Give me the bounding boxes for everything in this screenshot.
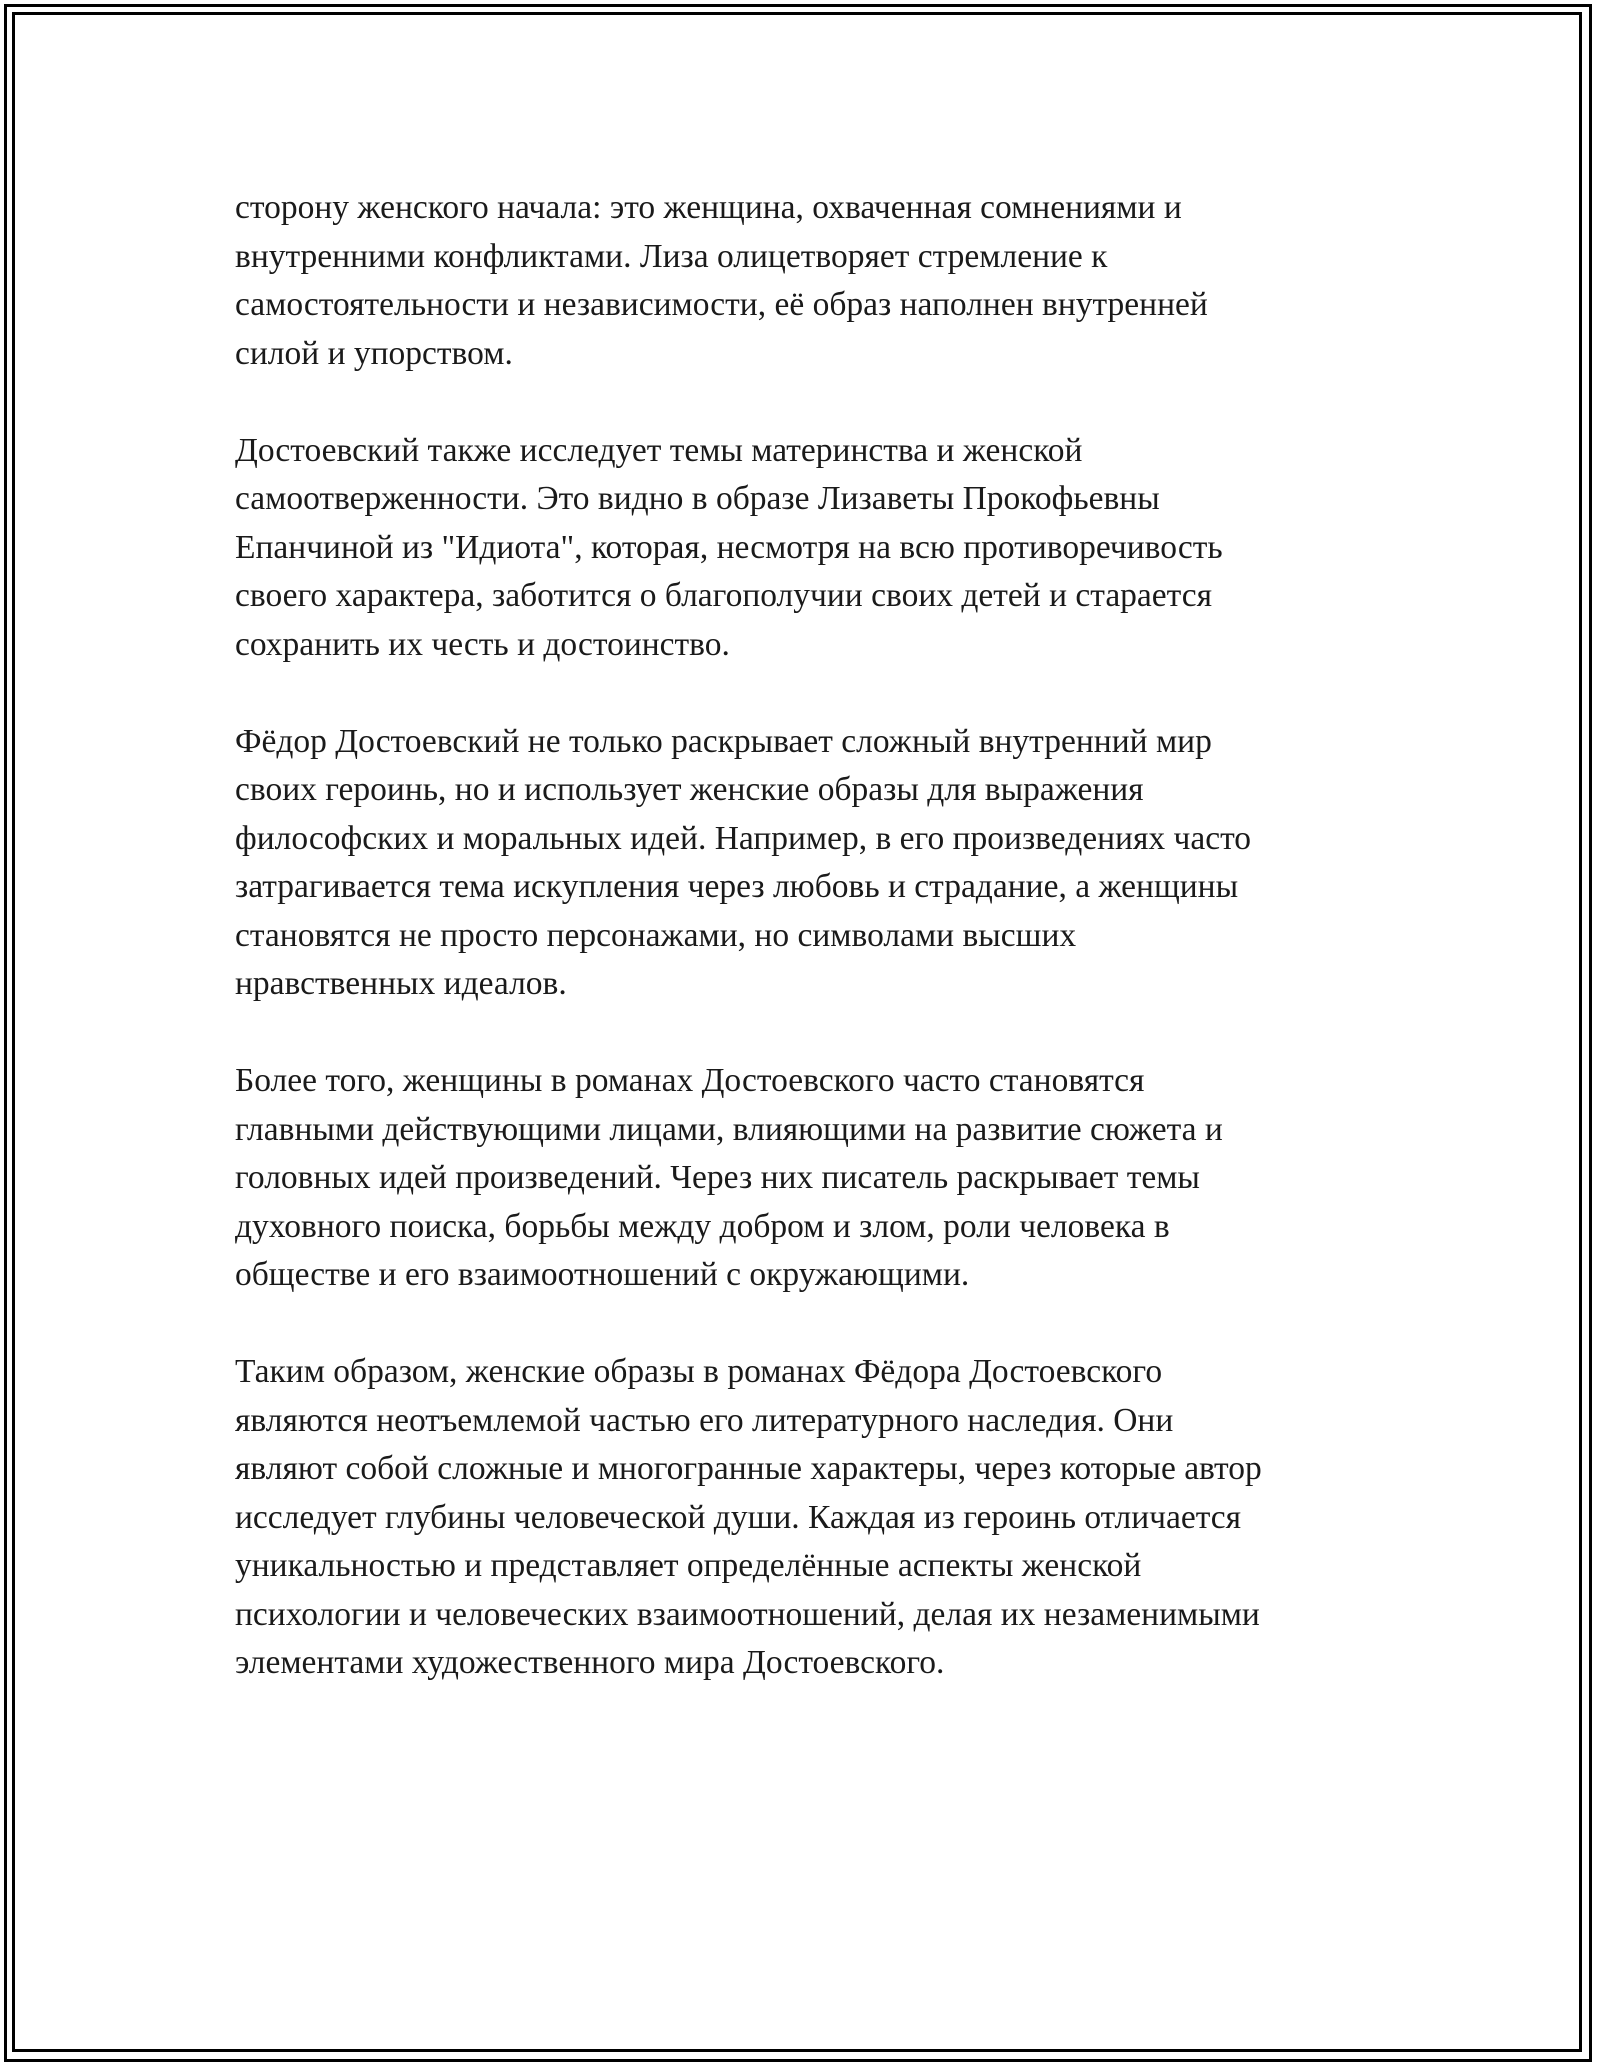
text-line: являются неотъемлемой частью его литературного наследия. Они [235,1401,1174,1439]
text-line: самостоятельности и независимости, её образ наполнен внутренней [235,286,1208,323]
text-line: Фёдор Достоевский не только раскрывает сложный внутренний мир [235,722,1212,760]
paragraph [235,1057,1385,1300]
text-line: духовного поиска, борьбы между добром и злом, роли человека в [235,1207,1170,1245]
text-line: уникальностью и представляет определённые аспекты женской [235,1547,1142,1584]
text-line: Таким образом, женские образы в романах Фёдора Достоевского [235,1353,1163,1390]
text-line: силой и упорством. [235,334,513,372]
text-line: Епанчиной из "Идиота", которая, несмотря на всю противоречивость [235,528,1223,566]
text-line: нравственных идеалов. [235,965,567,1002]
paragraph [235,184,1385,378]
text-line: своего характера, заботится о благополучии своих детей и старается [235,577,1212,614]
document-body [235,184,1385,1736]
text-line: главными действующими лицами, влияющими на развитие сюжета и [235,1110,1223,1148]
text-line: психологии и человеческих взаимоотношений, делая их незаменимыми [235,1595,1260,1633]
text-line: исследует глубины человеческой души. Каждая из героинь отличается [235,1498,1242,1536]
text-line: головных идей произведений. Через них писатель раскрывает темы [235,1159,1200,1196]
text-line: становятся не просто персонажами, но символами высших [235,916,1077,954]
text-line: элементами художественного мира Достоевского. [235,1644,945,1681]
paragraph [235,1348,1385,1688]
text-line: затрагивается тема искупления через любовь и страдание, а женщины [235,868,1239,905]
paragraph [235,427,1385,670]
text-line: сохранить их честь и достоинство. [235,625,730,663]
text-line: Более того, женщины в романах Достоевского часто становятся [235,1062,1145,1099]
text-line: самоотверженности. Это видно в образе Лизаветы Прокофьевны [235,480,1160,517]
text-line: своих героинь, но и использует женские образы для выражения [235,771,1144,808]
text-line: обществе и его взаимоотношений с окружающими. [235,1256,970,1293]
text-line: являют собой сложные и многогранные характеры, через которые автор [235,1450,1262,1487]
paragraph [235,718,1385,1009]
text-line: внутренними конфликтами. Лиза олицетворяет стремление к [235,237,1108,275]
text-line: сторону женского начала: это женщина, охваченная сомнениями и [235,189,1182,226]
text-line: Достоевский также исследует темы материнства и женской [235,431,1083,469]
text-line: философских и моральных идей. Например, в его произведениях часто [235,819,1252,857]
